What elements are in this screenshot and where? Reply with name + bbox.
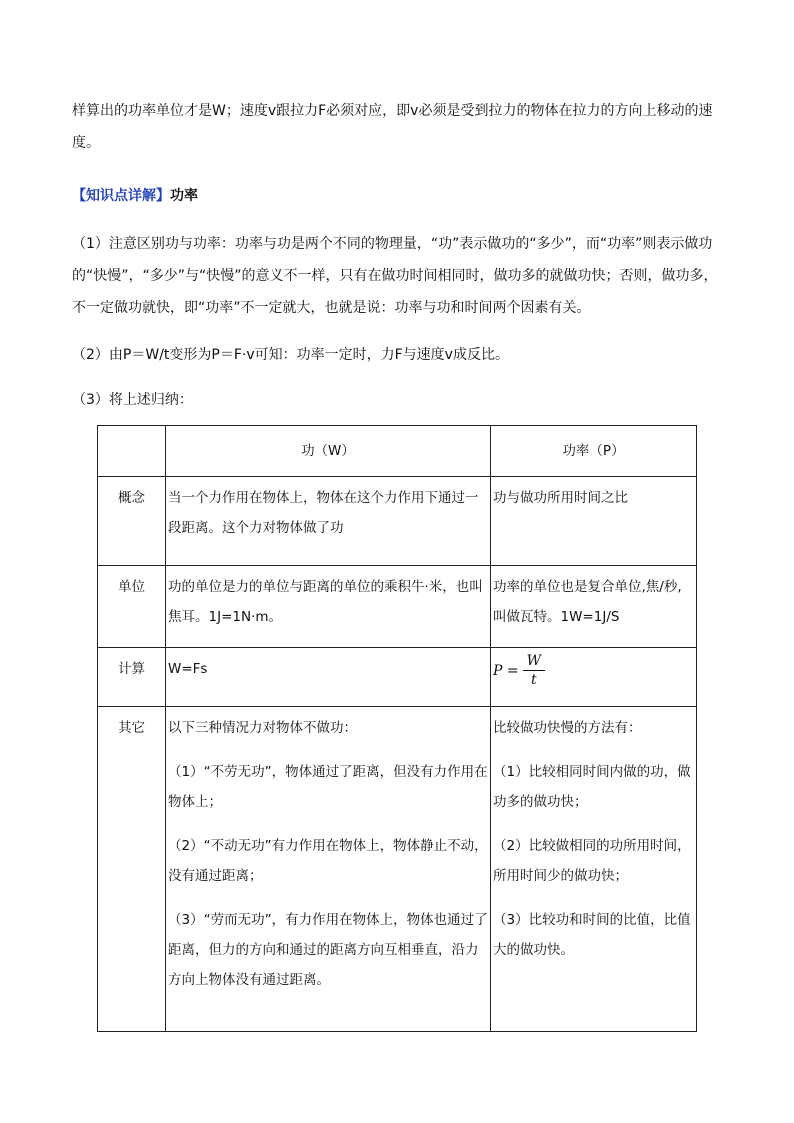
formula-fraction [523, 652, 545, 689]
intro-paragraph: 样算出的功率单位才是W；速度v跟拉力F必须对应，即v必须是受到拉力的物体在拉力的方向上移动的速度。 [72, 103, 713, 151]
row-label-calc: 计算 [98, 648, 166, 707]
row-label-concept: 概念 [98, 477, 166, 566]
list-item: （1）“不劳无功”，物体通过了距离，但没有力作用在物体上； [168, 764, 488, 810]
paragraph-2: （2）由P＝W/t变形为P＝F·v可知：功率一定时，力F与速度v成反比。 [72, 347, 509, 363]
list-item: （3）“劳而无功”，有力作用在物体上，物体也通过了距离，但力的方向和通过的距离方向互相垂直，沿力方向上物体没有通过距离。 [168, 912, 488, 988]
header-cell-work: 功（W） [166, 426, 491, 477]
formula-numerator: W [523, 652, 545, 671]
table-header-row [98, 426, 697, 477]
table-row [98, 566, 697, 648]
unit-work-cell: 功的单位是力的单位与距离的单位的乘积牛·米，也叫焦耳。1J=1N·m。 [166, 566, 491, 648]
list-item: （1）比较相同时间内做的功，做功多的做功快； [493, 764, 691, 810]
list-item: （3）比较功和时间的比值，比值大的做功快。 [493, 912, 691, 958]
list-item: 比较做功快慢的方法有： [493, 720, 642, 736]
row-label-other: 其它 [98, 707, 166, 1032]
list-item: （2）比较做相同的功所用时间，所用时间少的做功快； [493, 838, 691, 884]
section-heading [72, 180, 724, 212]
row-label-unit: 单位 [98, 566, 166, 648]
calc-power-cell [491, 648, 697, 707]
heading-tag: 【知识点详解】 [72, 188, 170, 204]
table-row [98, 477, 697, 566]
summary-table [97, 425, 697, 1032]
heading-title: 功率 [170, 188, 198, 204]
header-cell-power: 功率（P） [491, 426, 697, 477]
formula-denominator: t [530, 672, 537, 688]
paragraph-3: （3）将上述归纳： [72, 392, 193, 408]
header-cell-empty [98, 426, 166, 477]
formula-lhs: P = [493, 662, 519, 679]
other-work-cell [166, 707, 491, 1032]
table-row [98, 648, 697, 707]
paragraph-1: （1）注意区别功与功率：功率与功是两个不同的物理量，“功”表示做功的“多少”，而“功率”则表示做功的“快慢”，“多少”与“快慢”的意义不一样，只有在做功时间相同时，做功多的就做功快；否则，做功多，不一定做功就快，即“功率”不一定就大，也就是说：功率与功和时间两个因素有关。 [72, 236, 718, 316]
concept-power-cell: 功与做功所用时间之比 [491, 477, 697, 566]
table-row [98, 707, 697, 1032]
list-item: 以下三种情况力对物体不做功： [168, 720, 357, 736]
unit-power-cell: 功率的单位也是复合单位,焦/秒,叫做瓦特。1W=1J/S [491, 566, 697, 648]
calc-work-cell: W=Fs [166, 648, 491, 707]
concept-work-cell: 当一个力作用在物体上，物体在这个力作用下通过一段距离。这个力对物体做了功 [166, 477, 491, 566]
power-formula [493, 652, 545, 689]
list-item: （2）“不动无功”有力作用在物体上，物体静止不动，没有通过距离； [168, 838, 488, 884]
other-power-cell [491, 707, 697, 1032]
